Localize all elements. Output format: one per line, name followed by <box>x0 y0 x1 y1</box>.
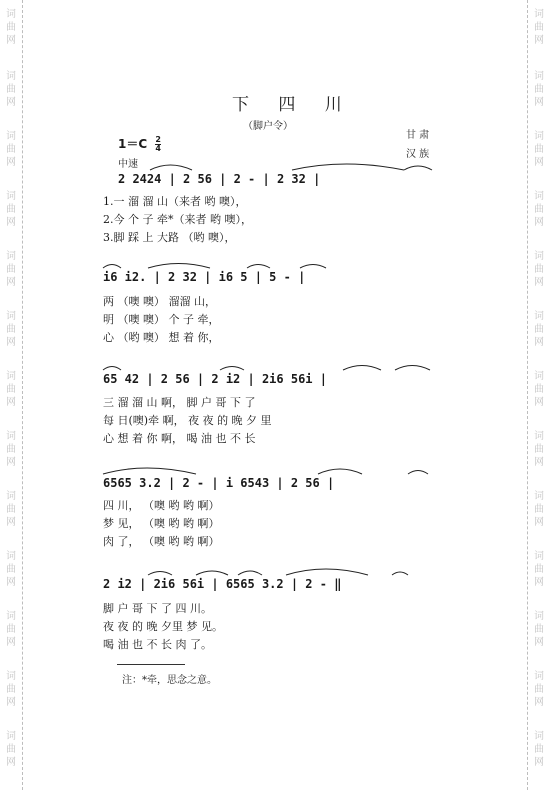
system-2-lyric-3: 心 （哟 噢） 想 着 你， <box>103 331 220 344</box>
watermark-glyph: 词 <box>534 671 544 682</box>
watermark-glyph: 网 <box>6 397 16 408</box>
system-1-lyric-1: 1.一 溜 溜 山（来者 哟 噢）， <box>103 195 247 208</box>
watermark-glyph: 词 <box>534 251 544 262</box>
system-4-lyric-1: 四 川， （噢 哟 哟 啊） <box>103 499 220 512</box>
system-2-lyric-2: 明 （噢 噢） 个 子 牵， <box>103 313 220 326</box>
watermark-glyph: 曲 <box>534 204 544 215</box>
watermark-glyph: 网 <box>6 217 16 228</box>
system-2-lyric-1: 两 （噢 噢） 溜溜 山， <box>103 295 216 308</box>
key-signature-text: 1＝C <box>118 137 148 151</box>
watermark-glyph: 网 <box>6 97 16 108</box>
watermark-glyph: 词 <box>6 71 16 82</box>
watermark-glyph: 词 <box>534 191 544 202</box>
watermark-glyph: 网 <box>534 697 544 708</box>
watermark-glyph: 网 <box>534 277 544 288</box>
system-3-lyric-1: 三 溜 溜 山 啊， 脚 户 哥 下 了 <box>103 396 256 409</box>
system-5-lyric-2: 夜 夜 的 晚 夕里 梦 见。 <box>103 620 223 633</box>
slur-mark <box>404 166 432 170</box>
watermark-glyph: 词 <box>534 491 544 502</box>
watermark-glyph: 曲 <box>534 744 544 755</box>
watermark-glyph: 词 <box>6 731 16 742</box>
watermark-glyph: 曲 <box>6 744 16 755</box>
watermark-glyph: 曲 <box>534 444 544 455</box>
slur-mark <box>103 468 196 474</box>
watermark-glyph: 词 <box>6 431 16 442</box>
watermark-glyph: 曲 <box>534 564 544 575</box>
time-signature-top: 2 <box>155 135 161 144</box>
watermark-glyph: 曲 <box>534 504 544 515</box>
song-title: 下 四 川 <box>232 95 354 115</box>
system-3-lyric-2: 每 日(噢)牵 啊， 夜 夜 的 晚 夕 里 <box>103 414 272 427</box>
watermark-glyph: 曲 <box>6 624 16 635</box>
watermark-glyph: 曲 <box>6 684 16 695</box>
watermark-glyph: 词 <box>534 731 544 742</box>
watermark-glyph: 曲 <box>6 22 16 33</box>
watermark-glyph: 曲 <box>534 624 544 635</box>
watermark-glyph: 词 <box>534 9 544 20</box>
watermark-glyph: 曲 <box>534 264 544 275</box>
origin-ethnicity: 汉 族 <box>406 149 430 160</box>
watermark-glyph: 网 <box>6 35 16 46</box>
watermark-glyph: 网 <box>534 35 544 46</box>
watermark-glyph: 词 <box>534 311 544 322</box>
watermark-glyph: 网 <box>534 757 544 768</box>
system-3-notes: 65 42 | 2 56 | 2 i2 | 2i6 56i | <box>103 372 327 386</box>
watermark-glyph: 词 <box>6 551 16 562</box>
slur-mark <box>392 572 408 575</box>
slur-mark <box>148 264 210 269</box>
slur-mark <box>286 569 368 575</box>
watermark-glyph: 词 <box>534 371 544 382</box>
watermark-glyph: 网 <box>6 517 16 528</box>
watermark-glyph: 曲 <box>6 84 16 95</box>
origin-province: 甘 肃 <box>406 130 430 141</box>
system-1-lyric-2: 2.今 个 子 牵*（来者 哟 噢）， <box>103 213 252 226</box>
slur-mark <box>103 367 121 371</box>
watermark-glyph: 词 <box>534 131 544 142</box>
system-1-notes: 2 2424 | 2 56 | 2 - | 2 32 | <box>118 172 321 186</box>
watermark-glyph: 词 <box>534 551 544 562</box>
watermark-glyph: 词 <box>534 431 544 442</box>
slur-mark <box>196 571 228 575</box>
watermark-glyph: 曲 <box>534 144 544 155</box>
watermark-glyph: 曲 <box>534 324 544 335</box>
slur-mark <box>148 572 172 576</box>
watermark-glyph: 词 <box>534 611 544 622</box>
slur-mark <box>408 471 428 475</box>
watermark-glyph: 网 <box>534 397 544 408</box>
footnote: 注：*牵，思念之意。 <box>122 675 217 686</box>
system-3-lyric-3: 心 想 着 你 啊， 喝 油 也 不 长 <box>103 432 256 445</box>
watermark-glyph: 网 <box>6 697 16 708</box>
watermark-glyph: 词 <box>6 311 16 322</box>
watermark-glyph: 网 <box>6 457 16 468</box>
watermark-glyph: 曲 <box>6 324 16 335</box>
watermark-glyph: 网 <box>6 337 16 348</box>
watermark-glyph: 网 <box>534 217 544 228</box>
watermark-glyph: 网 <box>534 97 544 108</box>
watermark-glyph: 曲 <box>6 564 16 575</box>
watermark-glyph: 词 <box>6 671 16 682</box>
slur-mark <box>292 164 404 170</box>
watermark-glyph: 曲 <box>6 384 16 395</box>
watermark-glyph: 词 <box>6 131 16 142</box>
system-4-lyric-2: 梦 见， （噢 哟 哟 啊） <box>103 517 220 530</box>
watermark-glyph: 词 <box>6 9 16 20</box>
song-subtitle: （脚户令） <box>243 121 293 132</box>
watermark-glyph: 网 <box>6 277 16 288</box>
watermark-glyph: 词 <box>6 251 16 262</box>
watermark-glyph: 曲 <box>6 444 16 455</box>
system-5-notes: 2 i2 | 2i6 56i | 6565 3.2 | 2 - ‖ <box>103 577 342 591</box>
system-1-lyric-3: 3.脚 踩 上 大路 （哟 噢）， <box>103 231 236 244</box>
watermark-glyph: 网 <box>534 577 544 588</box>
time-signature-bottom: 4 <box>155 144 161 153</box>
slur-mark <box>247 265 270 269</box>
watermark-glyph: 网 <box>534 157 544 168</box>
system-5-lyric-1: 脚 户 哥 下 了 四 川。 <box>103 602 212 615</box>
slur-mark <box>103 265 121 269</box>
watermark-glyph: 词 <box>6 611 16 622</box>
slur-mark <box>150 165 192 170</box>
watermark-glyph: 曲 <box>6 264 16 275</box>
watermark-glyph: 词 <box>6 491 16 502</box>
slur-mark <box>318 469 362 474</box>
watermark-glyph: 曲 <box>6 204 16 215</box>
system-5-lyric-3: 喝 油 也 不 长 肉 了。 <box>103 638 212 651</box>
watermark-glyph: 词 <box>6 371 16 382</box>
slur-mark <box>220 367 244 371</box>
watermark-glyph: 曲 <box>534 684 544 695</box>
slur-mark <box>343 366 381 371</box>
tempo-marking: 中速 <box>118 159 138 170</box>
watermark-glyph: 曲 <box>534 384 544 395</box>
system-4-lyric-3: 肉 了， （噢 哟 哟 啊） <box>103 535 220 548</box>
watermark-glyph: 词 <box>534 71 544 82</box>
watermark-glyph: 曲 <box>6 144 16 155</box>
watermark-glyph: 网 <box>534 517 544 528</box>
slur-mark <box>300 265 326 269</box>
watermark-glyph: 网 <box>6 757 16 768</box>
watermark-glyph: 曲 <box>534 22 544 33</box>
slur-mark <box>238 571 262 575</box>
watermark-glyph: 词 <box>6 191 16 202</box>
watermark-glyph: 网 <box>534 337 544 348</box>
watermark-glyph: 网 <box>6 577 16 588</box>
watermark-glyph: 网 <box>534 637 544 648</box>
watermark-glyph: 曲 <box>534 84 544 95</box>
watermark-glyph: 曲 <box>6 504 16 515</box>
system-2-notes: i6 i2. | 2 32 | i6 5 | 5 - | <box>103 270 306 284</box>
watermark-glyph: 网 <box>6 637 16 648</box>
watermark-glyph: 网 <box>6 157 16 168</box>
watermark-glyph: 网 <box>534 457 544 468</box>
system-4-notes: 6565 3.2 | 2 - | i 6543 | 2 56 | <box>103 476 335 490</box>
slur-mark <box>395 366 430 371</box>
